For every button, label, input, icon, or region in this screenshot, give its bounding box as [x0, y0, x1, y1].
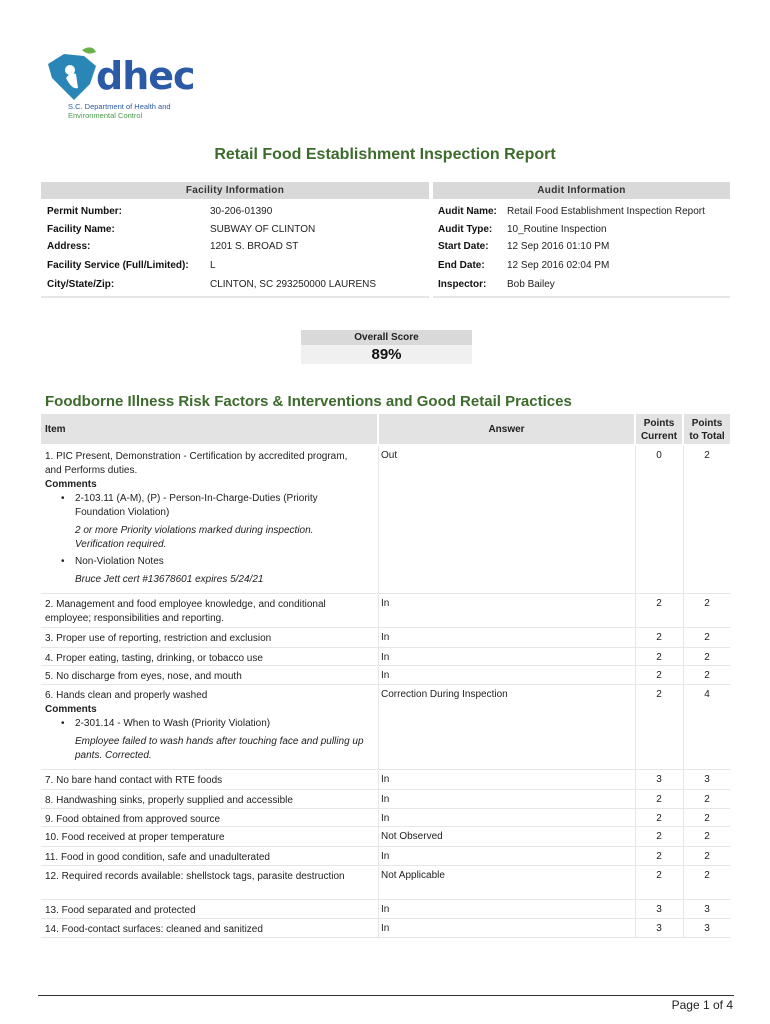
answer-cell: Out	[381, 450, 398, 461]
audit-type-label: Audit Type:	[438, 224, 493, 235]
answer-cell: Correction During Inspection	[381, 689, 508, 700]
table-row	[41, 648, 730, 666]
page-number: Page 1 of 4	[671, 998, 733, 1012]
col-item-header: Item	[41, 414, 377, 444]
audit-info-header: Audit Information	[433, 182, 730, 199]
end-date-value: 12 Sep 2016 02:04 PM	[507, 260, 610, 271]
points-current-cell: 3	[656, 774, 662, 785]
points-total-cell: 2	[704, 670, 710, 681]
item-cell: 5. No discharge from eyes, nose, and mouth	[45, 671, 242, 682]
points-total-cell: 3	[704, 904, 710, 915]
permit-label: Permit Number:	[47, 206, 123, 217]
item-cell: 14. Food-contact surfaces: cleaned and sanitized	[45, 924, 263, 935]
points-current-cell: 2	[656, 851, 662, 862]
table-row	[41, 866, 730, 900]
points-total-cell: 2	[704, 851, 710, 862]
answer-cell: In	[381, 904, 390, 915]
points-total-cell: 2	[704, 831, 710, 842]
col-points-total-header: Points to Total	[684, 414, 730, 444]
report-title: Retail Food Establishment Inspection Report	[214, 146, 556, 163]
item-cell: 3. Proper use of reporting, restriction and exclusion	[45, 633, 272, 644]
start-date-value: 12 Sep 2016 01:10 PM	[507, 241, 610, 252]
city-label: City/State/Zip:	[47, 279, 115, 290]
logo-word: dhec	[96, 54, 195, 98]
points-total-cell: 2	[704, 652, 710, 663]
points-current-cell: 0	[656, 450, 662, 461]
divider	[41, 296, 429, 298]
points-current-cell: 2	[656, 794, 662, 805]
service-value: L	[210, 260, 216, 271]
city-value: CLINTON, SC 293250000 LAURENS	[210, 279, 377, 290]
table-row	[41, 666, 730, 685]
item-cell: 1. PIC Present, Demonstration - Certification by accredited program, and Performs duties. Comments • 2-103.11 (A-M), (P) - Person-In-Charge-Duties (Priority Foundation Violation) 2 or more Priority violations marked during inspection. Verification required. • Non-Violation Notes Bruce Jett cert #13678601 expires 5/24/21	[45, 450, 365, 587]
table-row	[41, 628, 730, 648]
table-row	[41, 446, 730, 594]
col-points-current-header: Points Current	[636, 414, 682, 444]
points-current-cell: 2	[656, 632, 662, 643]
table-row	[41, 809, 730, 827]
address-label: Address:	[47, 241, 91, 252]
answer-cell: In	[381, 851, 390, 862]
item-cell: 9. Food obtained from approved source	[45, 814, 221, 825]
points-total-cell: 2	[704, 794, 710, 805]
audit-type-value: 10_Routine Inspection	[507, 224, 607, 235]
divider	[433, 296, 730, 298]
answer-cell: In	[381, 923, 390, 934]
answer-cell: In	[381, 632, 390, 643]
points-current-cell: 2	[656, 652, 662, 663]
facility-info-header: Facility Information	[41, 182, 429, 199]
points-total-cell: 2	[704, 813, 710, 824]
item-cell: 7. No bare hand contact with RTE foods	[45, 775, 223, 786]
item-cell: 10. Food received at proper temperature	[45, 832, 225, 843]
answer-cell: Not Observed	[381, 831, 443, 842]
table-row	[41, 827, 730, 847]
table-row	[41, 847, 730, 866]
table-row	[41, 919, 730, 938]
table-row	[41, 594, 730, 628]
answer-cell: In	[381, 670, 390, 681]
item-cell: 4. Proper eating, tasting, drinking, or tobacco use	[45, 653, 263, 664]
state-outline-icon	[44, 44, 104, 104]
answer-cell: In	[381, 813, 390, 824]
points-current-cell: 3	[656, 923, 662, 934]
table-row	[41, 770, 730, 790]
inspector-label: Inspector:	[438, 279, 487, 290]
item-cell: 2. Management and food employee knowledge, and conditional employee; responsibilities and reporting.	[45, 599, 326, 624]
points-current-cell: 2	[656, 670, 662, 681]
points-current-cell: 3	[656, 904, 662, 915]
table-row	[41, 900, 730, 919]
item-cell: 6. Hands clean and properly washed Comments • 2-301.14 - When to Wash (Priority Violation) Employee failed to wash hands after touching face and pulling up pants. Corrected.	[45, 689, 365, 763]
answer-cell: In	[381, 652, 390, 663]
points-current-cell: 2	[656, 813, 662, 824]
audit-name-value: Retail Food Establishment Inspection Report	[507, 206, 705, 217]
item-cell: 12. Required records available: shellstock tags, parasite destruction	[45, 871, 345, 882]
service-label: Facility Service (Full/Limited):	[47, 260, 189, 271]
points-total-cell: 2	[704, 870, 710, 881]
points-current-cell: 2	[656, 598, 662, 609]
answer-cell: In	[381, 598, 390, 609]
points-current-cell: 2	[656, 689, 662, 700]
overall-score-value: 89%	[301, 345, 472, 364]
audit-name-label: Audit Name:	[438, 206, 497, 217]
answer-cell: In	[381, 794, 390, 805]
end-date-label: End Date:	[438, 260, 485, 271]
answer-cell: In	[381, 774, 390, 785]
item-cell: 8. Handwashing sinks, properly supplied and accessible	[45, 795, 293, 806]
points-total-cell: 2	[704, 598, 710, 609]
overall-score-label: Overall Score	[301, 330, 472, 345]
points-total-cell: 3	[704, 774, 710, 785]
points-total-cell: 3	[704, 923, 710, 934]
permit-value: 30-206-01390	[210, 206, 273, 217]
points-total-cell: 4	[704, 689, 710, 700]
table-row	[41, 685, 730, 770]
logo-subtitle: S.C. Department of Health and Environmental Control	[68, 102, 171, 120]
points-current-cell: 2	[656, 870, 662, 881]
points-current-cell: 2	[656, 831, 662, 842]
inspector-value: Bob Bailey	[507, 279, 555, 290]
facility-name-value: SUBWAY OF CLINTON	[210, 224, 316, 235]
start-date-label: Start Date:	[438, 241, 489, 252]
facility-name-label: Facility Name:	[47, 224, 115, 235]
item-cell: 13. Food separated and protected	[45, 905, 196, 916]
points-total-cell: 2	[704, 632, 710, 643]
overall-score-box	[301, 330, 472, 364]
dhec-logo	[44, 44, 194, 124]
table-row	[41, 790, 730, 809]
points-total-cell: 2	[704, 450, 710, 461]
section-title: Foodborne Illness Risk Factors & Interventions and Good Retail Practices	[45, 393, 572, 410]
footer-divider	[38, 995, 734, 996]
col-answer-header: Answer	[379, 414, 634, 444]
answer-cell: Not Applicable	[381, 870, 445, 881]
item-cell: 11. Food in good condition, safe and unadulterated	[45, 852, 270, 863]
address-value: 1201 S. BROAD ST	[210, 241, 299, 252]
